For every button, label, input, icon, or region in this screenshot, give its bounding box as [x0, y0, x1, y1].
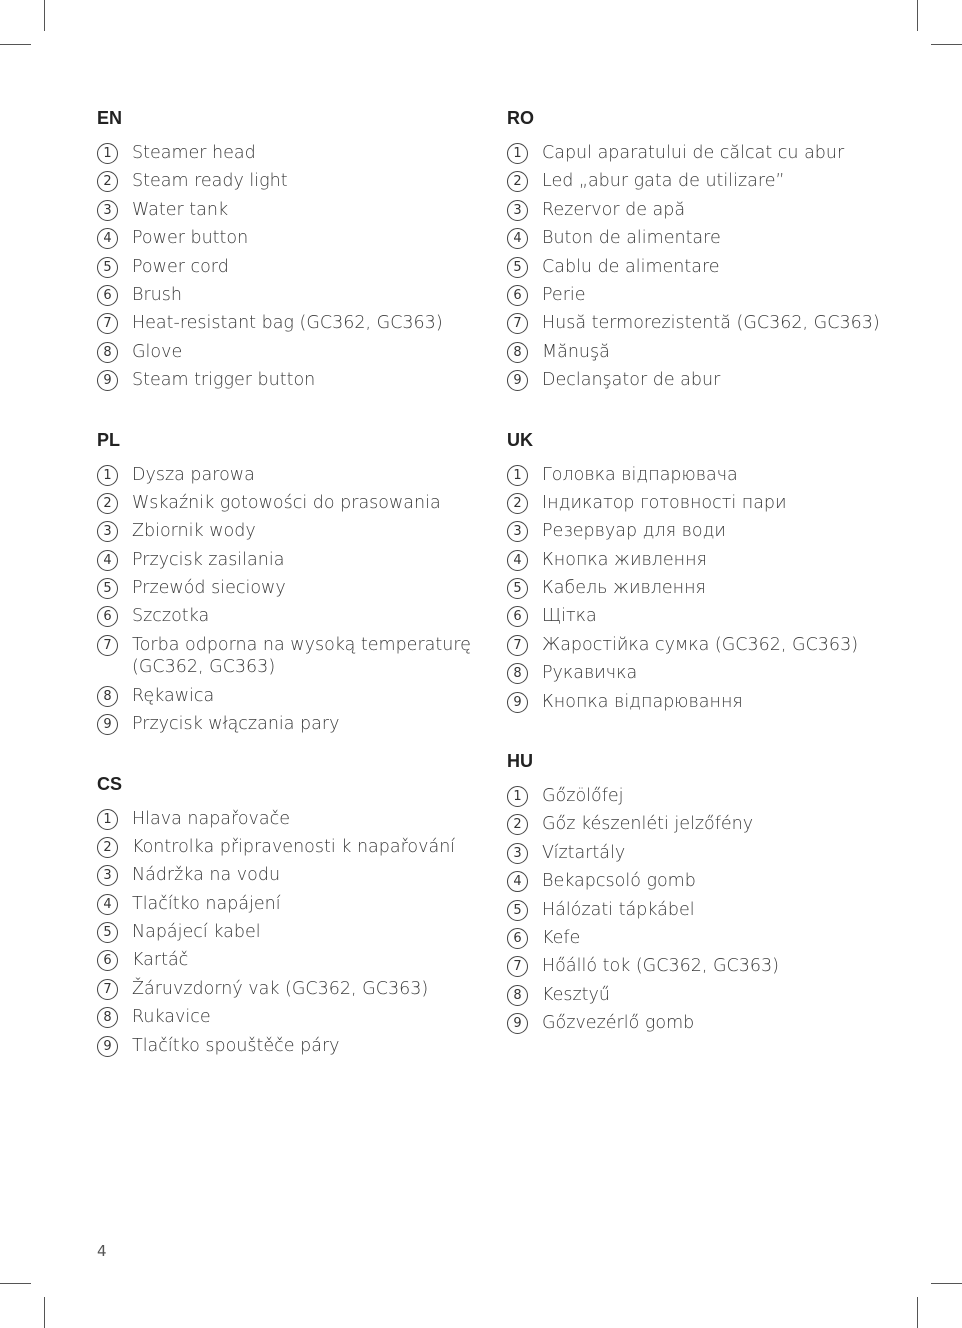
item-number-badge: 2	[507, 171, 528, 192]
list-item	[507, 284, 927, 312]
list-item	[507, 785, 927, 813]
list-item	[97, 549, 477, 577]
list-item	[507, 984, 927, 1012]
item-label: Кнопка живлення	[542, 549, 707, 570]
crop-mark-bottom-left-vertical	[44, 1297, 45, 1328]
item-label: Steam ready light	[132, 171, 288, 192]
list-item	[97, 464, 477, 492]
item-label: Kesztyű	[542, 984, 610, 1005]
crop-mark-top-left-vertical	[44, 0, 45, 31]
item-number-badge: 2	[97, 493, 118, 514]
language-code-heading: EN	[97, 108, 123, 128]
item-label: Glove	[132, 341, 183, 362]
crop-mark-top-left-horizontal	[0, 44, 31, 45]
item-number-badge: 4	[97, 550, 118, 571]
list-item	[507, 577, 927, 605]
list-item	[507, 927, 927, 955]
item-label: Capul aparatului de călcat cu abur	[542, 143, 845, 163]
list-item	[97, 170, 477, 198]
item-label: Nádržka na vodu	[132, 865, 281, 886]
item-number-badge: 9	[97, 1036, 118, 1057]
list-item	[507, 955, 927, 983]
item-number-badge: 9	[507, 692, 528, 713]
item-label: Tlačítko spouštěče páry	[132, 1035, 340, 1056]
list-item	[507, 813, 927, 841]
item-number-badge: 6	[507, 606, 528, 627]
item-number-badge: 8	[507, 342, 528, 363]
item-number-badge: 7	[97, 635, 118, 656]
item-number-badge: 5	[507, 578, 528, 599]
item-number-badge: 7	[507, 635, 528, 656]
list-item	[507, 199, 927, 227]
list-item	[97, 142, 477, 170]
item-label: Husă termorezistentă (GC362, GC363)	[542, 313, 880, 334]
list-item	[507, 492, 927, 520]
item-label: Mănuşă	[542, 341, 610, 362]
list-item	[97, 921, 477, 949]
list-item	[507, 691, 927, 719]
list-item	[97, 836, 477, 864]
item-number-badge: 9	[507, 370, 528, 391]
item-number-badge: 6	[507, 928, 528, 949]
list-item	[507, 369, 927, 397]
list-item	[507, 520, 927, 548]
page-number: 4	[97, 1242, 107, 1260]
list-item	[97, 893, 477, 921]
item-number-badge: 5	[97, 578, 118, 599]
item-number-badge: 1	[97, 143, 118, 164]
item-label: Žáruvzdorný vak (GC362, GC363)	[132, 978, 429, 999]
list-item	[97, 199, 477, 227]
list-item	[97, 341, 477, 369]
item-label: Steam trigger button	[132, 370, 316, 391]
item-label: Heat-resistant bag (GC362, GC363)	[132, 313, 443, 334]
crop-mark-top-right-vertical	[917, 0, 918, 31]
list-item	[507, 870, 927, 898]
item-label: Hlava napařovače	[132, 808, 291, 829]
item-label: Szczotka	[132, 606, 210, 627]
item-number-badge: 5	[507, 257, 528, 278]
item-number-badge: 3	[97, 200, 118, 221]
item-number-badge: 5	[97, 257, 118, 278]
list-item	[507, 549, 927, 577]
list-item	[97, 949, 477, 977]
item-number-badge: 2	[97, 171, 118, 192]
item-label: Steamer head	[132, 143, 256, 163]
item-label: Жаростійка сумка (GC362, GC363)	[542, 634, 859, 655]
item-number-badge: 5	[507, 900, 528, 921]
list-item	[97, 520, 477, 548]
language-section	[97, 107, 477, 398]
item-label: Kartáč	[132, 950, 189, 971]
item-label: Gőzvezérlő gomb	[542, 1013, 695, 1034]
item-label: Rękawica	[132, 685, 215, 706]
item-number-badge: 7	[507, 956, 528, 977]
list-item	[507, 464, 927, 492]
crop-mark-bottom-right-horizontal	[931, 1283, 962, 1284]
list-item	[507, 227, 927, 255]
item-label: Power cord	[132, 256, 229, 277]
list-item	[507, 170, 927, 198]
list-item	[97, 713, 477, 741]
item-number-badge: 6	[97, 606, 118, 627]
item-label: Gőz készenléti jelzőfény	[542, 814, 754, 835]
item-number-badge: 2	[507, 814, 528, 835]
item-label: Tlačítko napájení	[132, 893, 281, 914]
list-item	[97, 577, 477, 605]
item-label: Declanşator de abur	[542, 370, 721, 391]
item-number-badge: 1	[507, 465, 528, 486]
language-code-heading: CS	[97, 773, 123, 794]
language-code-heading: PL	[97, 429, 121, 450]
item-label: Wskaźnik gotowości do prasowania	[132, 492, 441, 513]
item-number-badge: 9	[97, 370, 118, 391]
item-number-badge: 7	[97, 979, 118, 1000]
language-code-heading: HU	[507, 751, 533, 772]
item-number-badge: 3	[97, 865, 118, 886]
item-label: Kefe	[542, 927, 581, 948]
crop-mark-bottom-left-horizontal	[0, 1283, 31, 1284]
item-number-badge: 9	[507, 1013, 528, 1034]
list-item	[97, 605, 477, 633]
language-section	[507, 107, 927, 398]
item-number-badge: 4	[507, 871, 528, 892]
item-label: Головка відпарювача	[542, 464, 738, 485]
list-item	[97, 634, 477, 685]
crop-mark-bottom-right-vertical	[917, 1297, 918, 1328]
left-column	[97, 107, 477, 1094]
item-label: Led „abur gata de utilizare”	[542, 171, 785, 192]
list-item	[507, 842, 927, 870]
item-number-badge: 6	[507, 285, 528, 306]
list-item	[97, 312, 477, 340]
item-label: Rukavice	[132, 1007, 211, 1028]
item-number-badge: 3	[507, 521, 528, 542]
list-item	[97, 369, 477, 397]
item-number-badge: 3	[507, 843, 528, 864]
right-column	[507, 107, 927, 1072]
item-number-badge: 6	[97, 950, 118, 971]
list-item	[507, 341, 927, 369]
item-label: Buton de alimentare	[542, 228, 721, 249]
item-number-badge: 1	[507, 786, 528, 807]
list-item	[507, 634, 927, 662]
item-number-badge: 7	[97, 313, 118, 334]
list-item	[97, 256, 477, 284]
item-number-badge: 2	[97, 837, 118, 858]
item-number-badge: 8	[507, 985, 528, 1006]
list-item	[97, 1006, 477, 1034]
item-label: Torba odporna na wysoką temperaturę (GC362, GC363)	[132, 634, 471, 678]
item-number-badge: 4	[97, 228, 118, 249]
crop-mark-top-right-horizontal	[931, 44, 962, 45]
list-item	[507, 1012, 927, 1040]
item-number-badge: 2	[507, 493, 528, 514]
item-number-badge: 9	[97, 714, 118, 735]
language-code-heading: UK	[507, 429, 533, 450]
item-number-badge: 4	[507, 550, 528, 571]
item-label: Щітка	[542, 606, 597, 627]
language-section	[507, 750, 927, 1041]
item-label: Víztartály	[542, 842, 626, 863]
item-label: Przycisk włączania pary	[132, 714, 340, 735]
list-item	[97, 227, 477, 255]
language-section	[97, 429, 477, 742]
language-section	[97, 773, 477, 1064]
item-label: Bekapcsoló gomb	[542, 871, 696, 892]
item-label: Kontrolka připravenosti k napařování	[132, 836, 456, 857]
list-item	[97, 685, 477, 713]
item-number-badge: 7	[507, 313, 528, 334]
item-number-badge: 8	[507, 663, 528, 684]
item-label: Cablu de alimentare	[542, 256, 720, 277]
item-number-badge: 4	[97, 894, 118, 915]
item-label: Perie	[542, 284, 586, 305]
item-label: Gőzölőfej	[542, 786, 624, 807]
item-label: Hőálló tok (GC362, GC363)	[542, 956, 779, 977]
language-section	[507, 429, 927, 720]
item-number-badge: 1	[507, 143, 528, 164]
item-label: Przycisk zasilania	[132, 549, 285, 570]
item-number-badge: 8	[97, 686, 118, 707]
list-item	[507, 899, 927, 927]
item-label: Napájecí kabel	[132, 922, 261, 943]
item-number-badge: 5	[97, 922, 118, 943]
item-label: Рукавичка	[542, 663, 638, 684]
item-number-badge: 8	[97, 1007, 118, 1028]
list-item	[507, 312, 927, 340]
list-item	[97, 492, 477, 520]
item-label: Power button	[132, 228, 249, 249]
item-label: Резервуар для води	[542, 521, 726, 542]
item-label: Zbiornik wody	[132, 521, 256, 542]
item-label: Rezervor de apă	[542, 199, 686, 220]
list-item	[507, 662, 927, 690]
item-number-badge: 3	[507, 200, 528, 221]
item-label: Przewód sieciowy	[132, 578, 286, 599]
item-label: Індикатор готовності пари	[542, 492, 787, 513]
item-number-badge: 1	[97, 465, 118, 486]
list-item	[97, 284, 477, 312]
item-label: Dysza parowa	[132, 464, 255, 485]
item-number-badge: 6	[97, 285, 118, 306]
item-number-badge: 4	[507, 228, 528, 249]
language-code-heading: RO	[507, 108, 534, 128]
item-number-badge: 1	[97, 809, 118, 830]
item-number-badge: 8	[97, 342, 118, 363]
list-item	[97, 864, 477, 892]
list-item	[507, 256, 927, 284]
item-label: Кнопка відпарювання	[542, 691, 743, 712]
item-label: Кабель живлення	[542, 578, 706, 599]
item-number-badge: 3	[97, 521, 118, 542]
list-item	[507, 605, 927, 633]
list-item	[97, 808, 477, 836]
item-label: Water tank	[132, 199, 229, 220]
list-item	[97, 978, 477, 1006]
list-item	[97, 1035, 477, 1063]
item-label: Hálózati tápkábel	[542, 899, 695, 920]
item-label: Brush	[132, 284, 182, 305]
list-item	[507, 142, 927, 170]
